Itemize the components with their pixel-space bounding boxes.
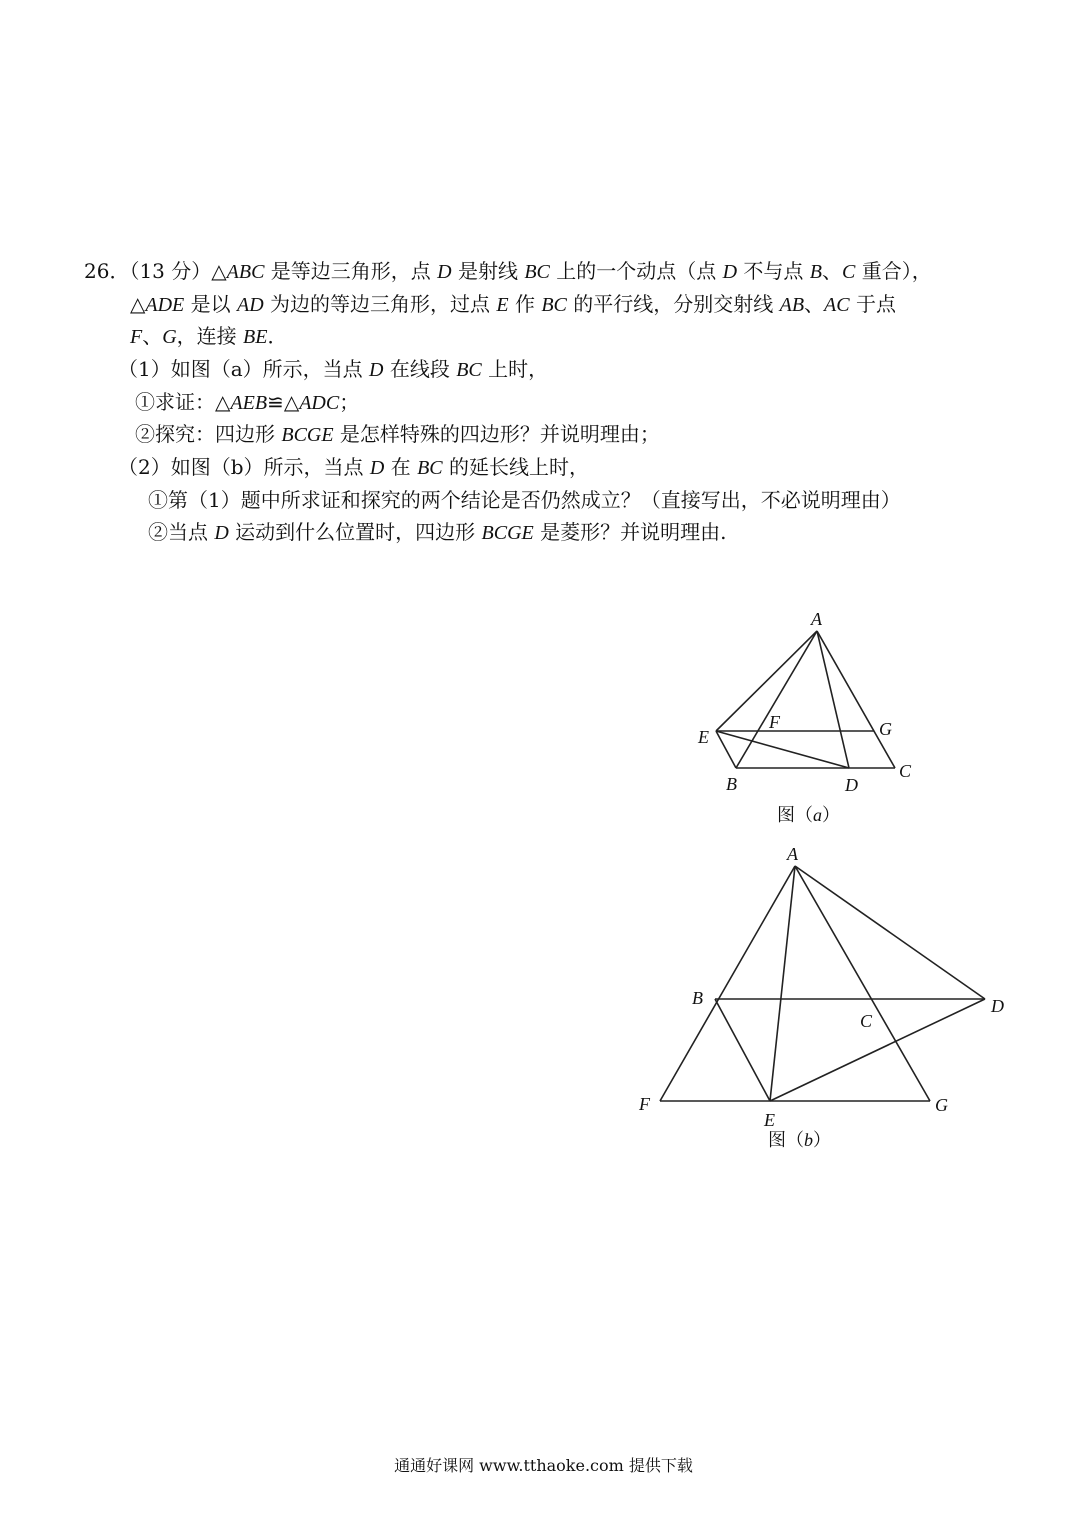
label-E: E (764, 1110, 775, 1130)
label-B: B (726, 774, 737, 794)
page-footer: 通通好课网 www.tthaoke.com 提供下载 (394, 1456, 693, 1475)
segment-AF (660, 866, 795, 1101)
problem-line-3: F、G，连接 BE． (130, 324, 288, 348)
segment-AD (795, 866, 985, 999)
label-G: G (935, 1095, 948, 1115)
problem-line-1: 26．（13 分）△ABC 是等边三角形，点 D 是射线 BC 上的一个动点（点 D 不与点 B、C 重合）， (84, 259, 932, 283)
part-2-question-2: ②当点 D 运动到什么位置时，四边形 BCGE 是菱形？并说明理由. (148, 520, 727, 544)
label-A: A (787, 844, 798, 864)
label-D: D (845, 775, 858, 795)
segment-AG (795, 866, 930, 1101)
label-D: D (991, 996, 1004, 1016)
part-2-heading: （2）如图（b）所示，当点 D 在 BC 的延长线上时， (118, 455, 589, 479)
part-2-question-1: ①第（1）题中所求证和探究的两个结论是否仍然成立？（直接写出，不必说明理由） (148, 488, 901, 512)
problem-line-2: △ADE 是以 AD 为边的等边三角形，过点 E 作 BC 的平行线，分别交射线 AB、AC 于点 (130, 292, 896, 316)
figure-a-caption: 图（a） (777, 805, 840, 826)
figure-b-caption: 图（b） (768, 1130, 831, 1151)
problem-number: 26．（13 分） (84, 259, 212, 283)
label-C: C (899, 761, 912, 781)
label-G: G (879, 719, 892, 739)
label-A: A (811, 609, 822, 629)
segment-ED (770, 999, 985, 1101)
part-1-question-2: ②探究：四边形 BCGE 是怎样特殊的四边形？并说明理由； (135, 422, 660, 446)
label-E: E (698, 727, 709, 747)
label-B: B (692, 988, 703, 1008)
segment-AE (770, 866, 795, 1101)
label-C: C (860, 1011, 873, 1031)
label-F: F (639, 1094, 650, 1114)
label-F: F (769, 712, 780, 732)
part-1-question-1: ①求证：△AEB≌△ADC； (135, 390, 360, 414)
part-1-heading: （1）如图（a）所示，当点 D 在线段 BC 上时， (118, 357, 549, 381)
segment-BE (715, 999, 770, 1101)
